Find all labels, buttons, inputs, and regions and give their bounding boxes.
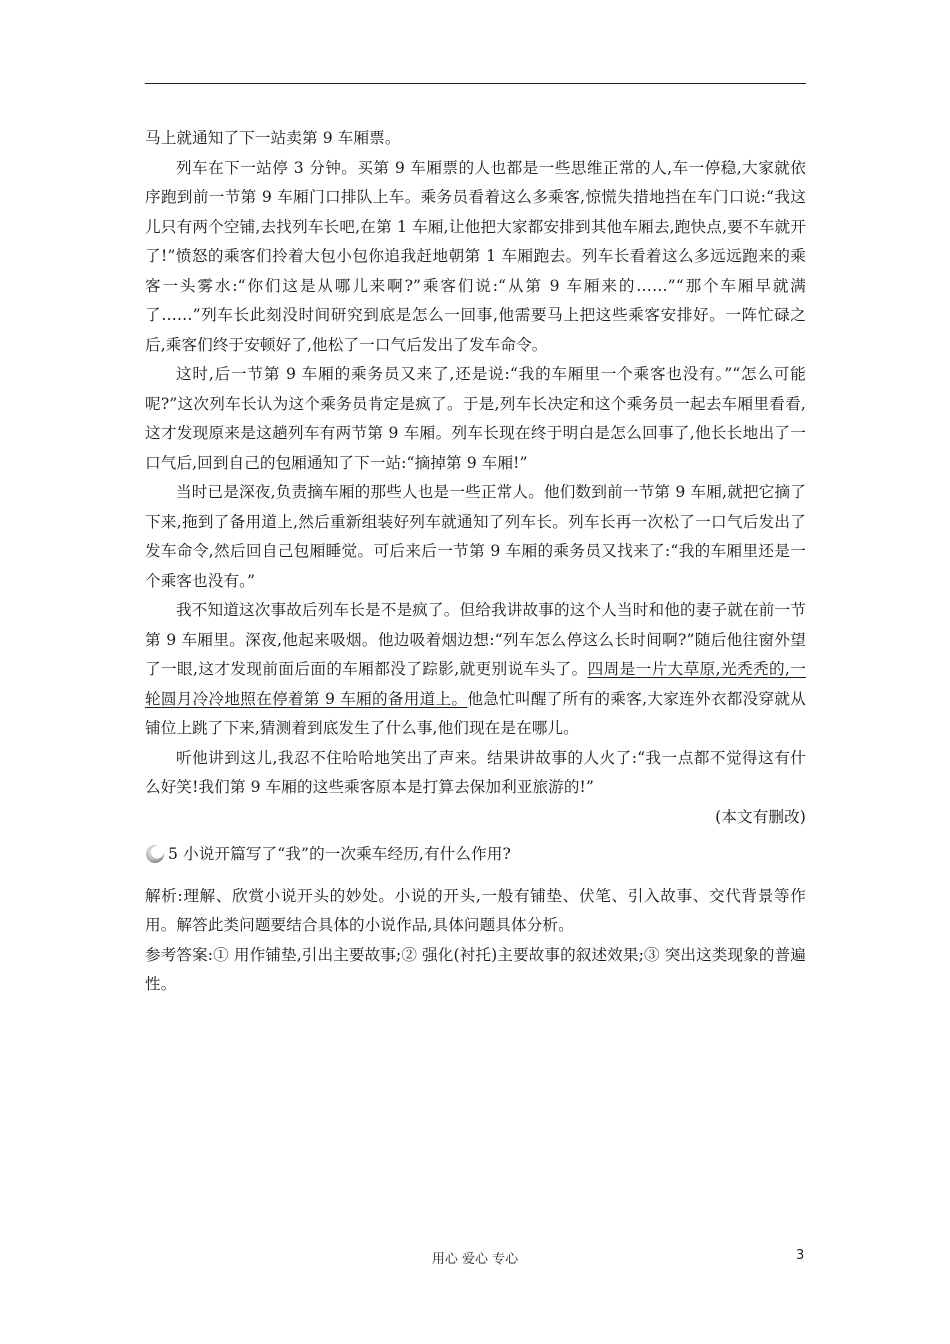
analysis: 解析:理解、欣赏小说开头的妙处。小说的开头,一般有铺垫、伏笔、引入故事、交代背景等作用。解答此类问题要结合具体的小说作品,具体问题具体分析。	[145, 886, 806, 934]
question-5	[145, 840, 806, 870]
paragraph-5-start: 我不知道这次事故后列车长是不是疯了。但给我讲故事的这个人当时和他的妻子就在前一节第 9 车厢里。深夜,他起来吸烟。他边吸着烟边想:“列车怎么停这么长时间啊?”随后他往窗外望了一眼,这才发现前面后面的车厢都没了踪影,就更别说车头了。	[145, 601, 806, 678]
paragraph-2: 列车在下一站停 3 分钟。买第 9 车厢票的人也都是一些思维正常的人,车一停稳,大家就依序跑到前一节第 9 车厢门口排队上车。乘务员看着这么多乘客,惊慌失措地挡在车门口说:“我这儿只有两个空铺,去找列车长吧,在第 1 车厢,让他把大家都安排到其他车厢去,跑快点,要不车就开了!”愤怒的乘客们拎着大包小包你追我赶地朝第 1 车厢跑去。列车长看着这么多远远跑来的乘客一头雾水:“你们这是从哪儿来啊?”乘客们说:“从第 9 车厢来的……”“那个车厢早就满了……”列车长此刻没时间研究到底是怎么一回事,他需要马上把这些乘客安排好。一阵忙碌之后,乘客们终于安顿好了,他松了一口气后发出了发车命令。	[145, 158, 806, 354]
underlined-sentence: 四周是一片大草原,光秃秃的,一轮圆月冷冷地照在停着第 9 车厢的备用道上。	[145, 660, 806, 708]
paragraph-3: 这时,后一节第 9 车厢的乘务员又来了,还是说:“我的车厢里一个乘客也没有。”“怎么可能呢?”这次列车长认为这个乘务员肯定是疯了。于是,列车长决定和这个乘务员一起去车厢里看看,这才发现原来是这趟列车有两节第 9 车厢。列车长现在终于明白是怎么回事了,他长长地出了一口气后,回到自己的包厢通知了下一站:“摘掉第 9 车厢!”	[145, 365, 806, 472]
source-note: (本文有删改)	[715, 807, 806, 826]
paragraph-5	[145, 596, 806, 744]
question-text: 5 小说开篇写了“我”的一次乘车经历,有什么作用?	[168, 845, 511, 863]
paragraph-5-end: 他急忙叫醒了所有的乘客,大家连外衣都没穿就从铺位上跳了下来,猜测着到底发生了什么事,他们现在是在哪儿。	[145, 689, 806, 737]
footer-motto: 用心 爱心 专心	[431, 1252, 519, 1267]
paragraph-6: 听他讲到这儿,我忍不住哈哈地笑出了声来。结果讲故事的人火了:“我一点都不觉得这有什么好笑!我们第 9 车厢的这些乘客原本是打算去保加利亚旅游的!”	[145, 748, 806, 796]
question-bubble-icon	[145, 844, 165, 864]
article-body	[145, 124, 806, 1000]
reference-answer: 参考答案:① 用作铺垫,引出主要故事;② 强化(衬托)主要故事的叙述效果;③ 突出这类现象的普遍性。	[145, 945, 806, 993]
paragraph-1: 马上就通知了下一站卖第 9 车厢票。	[145, 129, 401, 147]
header-rule	[145, 83, 806, 84]
page-number: 3	[796, 1248, 805, 1263]
paragraph-4: 当时已是深夜,负责摘车厢的那些人也是一些正常人。他们数到前一节第 9 车厢,就把它摘了下来,拖到了备用道上,然后重新组装好列车就通知了列车长。列车长再一次松了一口气后发出了发车命令,然后回自己包厢睡觉。可后来后一节第 9 车厢的乘务员又找来了:“我的车厢里还是一个乘客也没有。”	[145, 483, 806, 590]
